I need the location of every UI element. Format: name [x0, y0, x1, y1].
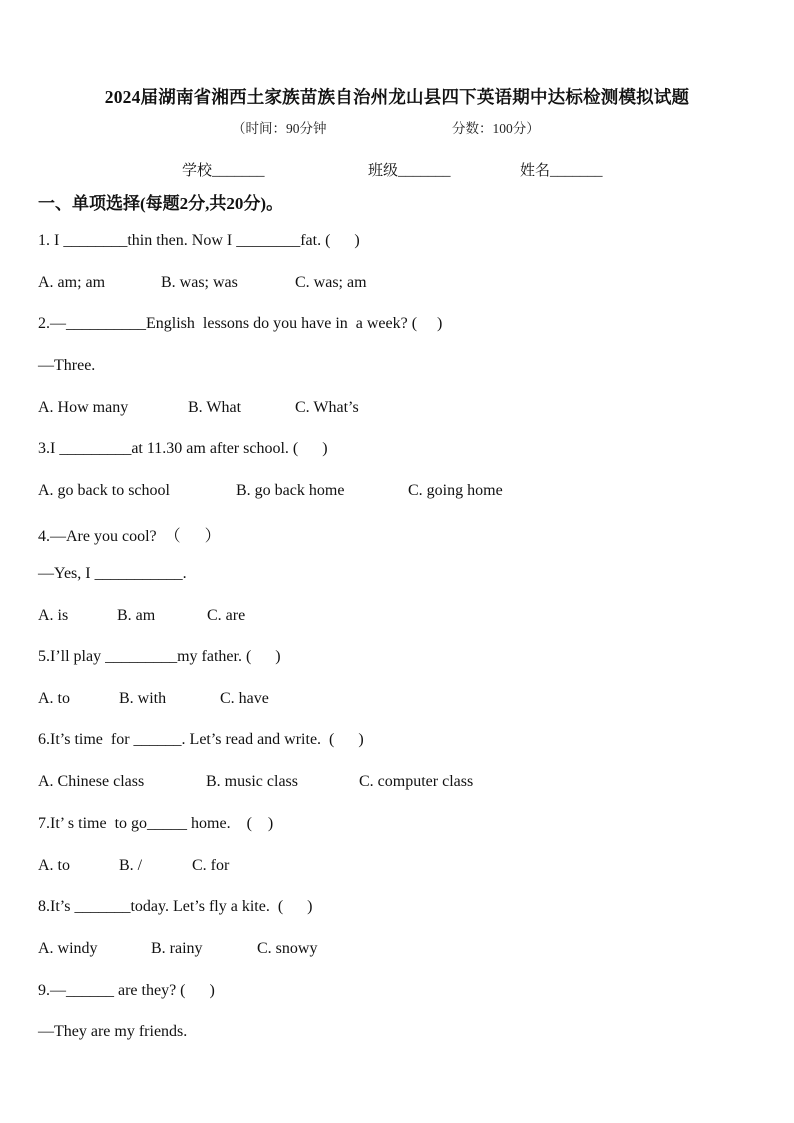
question-stem: 8.It’s _______today. Let’s fly a kite. ( ) [38, 898, 313, 915]
option-c: C. was; am [295, 274, 367, 291]
option-a: A. windy [38, 940, 98, 957]
question-stem: 1. I ________thin then. Now I ________fat. ( ) [38, 232, 360, 249]
exam-title: 2024届湖南省湘西土家族苗族自治州龙山县四下英语期中达标检测模拟试题 [104, 87, 690, 107]
question-stem: 7.It’ s time to go_____ home. ( ) [38, 815, 274, 832]
question-reply: —Three. [38, 357, 96, 374]
question-stem: 2.—__________English lessons do you have in a week? ( ) [38, 315, 443, 332]
option-c: C. What’s [295, 399, 359, 416]
question-stem: 9.—______ are they? ( ) [38, 982, 215, 999]
option-b: B. / [119, 857, 143, 874]
question-stem: 4.—Are you cool? （ ） [38, 528, 221, 545]
exam-time: （时间：90分钟 [232, 121, 327, 136]
question-reply: —They are my friends. [38, 1023, 188, 1040]
school-field: 学校_______ [182, 163, 265, 179]
option-c: C. are [207, 607, 246, 624]
option-a: A. go back to school [38, 482, 170, 499]
option-c: C. snowy [257, 940, 318, 957]
option-b: B. with [119, 690, 167, 707]
question-reply: —Yes, I ___________. [38, 565, 187, 582]
option-b: B. What [188, 399, 242, 416]
option-a: A. How many [38, 399, 129, 416]
option-b: B. am [117, 607, 156, 624]
class-field: 班级_______ [368, 163, 451, 179]
name-field: 姓名_______ [520, 163, 603, 179]
section-heading: 一、单项选择(每题2分,共20分)。 [38, 194, 284, 213]
option-c: C. for [192, 857, 230, 874]
option-b: B. was; was [161, 274, 238, 291]
question-stem: 3.I _________at 11.30 am after school. ( ) [38, 440, 328, 457]
option-a: A. is [38, 607, 69, 624]
option-b: B. rainy [151, 940, 203, 957]
option-a: A. to [38, 690, 70, 707]
option-c: C. computer class [359, 773, 474, 790]
option-a: A. am; am [38, 274, 106, 291]
question-stem: 6.It’s time for ______. Let’s read and write. ( ) [38, 731, 364, 748]
option-b: B. go back home [236, 482, 345, 499]
option-c: C. going home [408, 482, 503, 499]
question-stem: 5.I’ll play _________my father. ( ) [38, 648, 281, 665]
exam-score: 分数：100分） [452, 121, 540, 136]
option-a: A. to [38, 857, 70, 874]
option-a: A. Chinese class [38, 773, 145, 790]
option-b: B. music class [206, 773, 298, 790]
option-c: C. have [220, 690, 269, 707]
